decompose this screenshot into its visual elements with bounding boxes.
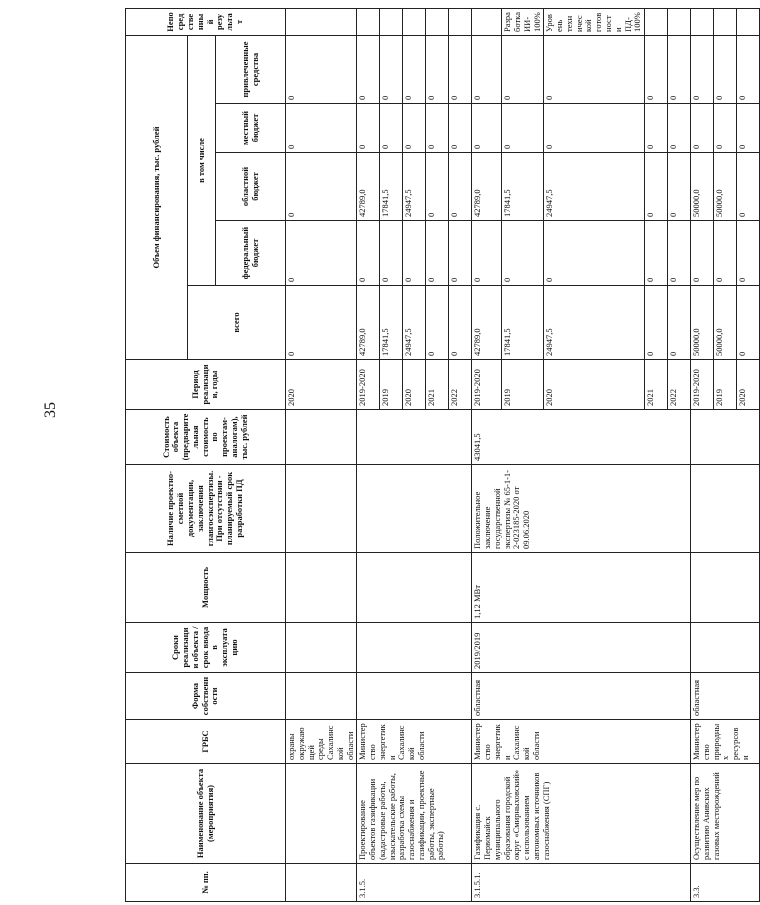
col-federal-header: федеральный бюджет (216, 221, 286, 286)
federal-cell: 0 (544, 221, 645, 286)
total-cell: 0 (426, 286, 449, 360)
year-cell: 2020 (544, 360, 645, 410)
federal-cell: 0 (737, 221, 760, 286)
object-name: Осуществление мер по развитию Анивских газовых месторождений (691, 764, 760, 864)
attracted-cell: 0 (380, 35, 403, 103)
table-row (357, 8, 380, 901)
regional-cell: 0 (449, 153, 472, 221)
total-cell: 24947,5 (403, 286, 426, 360)
page-number: 35 (42, 402, 59, 418)
col-local-header: местный бюджет (216, 104, 286, 153)
local-cell: 0 (380, 104, 403, 153)
federal-cell: 0 (426, 221, 449, 286)
term-cell: 2019/2019 (472, 623, 691, 673)
row-number: 3.1.5.1. (472, 864, 691, 902)
attracted-cell: 0 (645, 35, 668, 103)
rotated-table-area (125, 9, 750, 902)
local-cell: 0 (737, 104, 760, 153)
regional-cell: 0 (426, 153, 449, 221)
year-cell: 2019 (380, 360, 403, 410)
total-cell: 50000,0 (691, 286, 714, 360)
object-name: Газификация с. Первомайск муниципального образования городской округ «Смирныховский» с использованием автономных источников газоснабжения (СПГ) (472, 764, 691, 864)
regional-cell: 24947,5 (403, 153, 426, 221)
federal-cell: 0 (668, 221, 691, 286)
local-cell: 0 (714, 104, 737, 153)
result-cell (645, 8, 668, 35)
year-cell: 2020 (403, 360, 426, 410)
year-cell: 2019-2020 (357, 360, 380, 410)
attracted-cell: 0 (737, 35, 760, 103)
regional-cell: 50000,0 (691, 153, 714, 221)
regional-cell: 0 (645, 153, 668, 221)
grbs-cell: Министерство энергетики Сахалинской области (472, 720, 691, 764)
federal-cell: 0 (691, 221, 714, 286)
regional-cell: 0 (668, 153, 691, 221)
total-cell: 17841,5 (380, 286, 403, 360)
federal-cell: 0 (502, 221, 544, 286)
attracted-cell: 0 (691, 35, 714, 103)
attracted-cell: 0 (403, 35, 426, 103)
federal-cell: 0 (645, 221, 668, 286)
object-name: Проектирование объектов газификации (кадастровые работы, изыскательские работы, разработка схемы газоснабжения и газификации, проектные работы, экспертные работы) (357, 764, 472, 864)
col-attracted-header: привлеченные средства (216, 35, 286, 103)
col-total-header: всего (188, 286, 286, 360)
attracted-cell: 0 (502, 35, 544, 103)
regional-cell: 17841,5 (380, 153, 403, 221)
federal-cell: 0 (449, 221, 472, 286)
attracted-cell: 0 (714, 35, 737, 103)
year-cell: 2022 (668, 360, 691, 410)
federal-cell: 0 (403, 221, 426, 286)
year-cell: 2022 (449, 360, 472, 410)
year-cell: 2019 (502, 360, 544, 410)
result-cell: Разработка ИИ- 100% (502, 8, 544, 35)
result-cell: Уровень технической готовности ПД- 100% (544, 8, 645, 35)
attracted-cell: 0 (286, 35, 357, 103)
local-cell: 0 (403, 104, 426, 153)
local-cell: 0 (502, 104, 544, 153)
regional-cell: 17841,5 (502, 153, 544, 221)
year-cell: 2019-2020 (691, 360, 714, 410)
psd-cell: Положительное заключение государственной экспертизы № 65-1-1-2-023185-2020 от 09.06.2020 (472, 465, 691, 553)
col-ownership-header: Форма собственности (126, 673, 286, 720)
col-grbs-header: ГРБС (126, 720, 286, 764)
col-period-header: Период реализации, годы (126, 360, 286, 410)
col-result-header: Непосредственный результат (126, 8, 286, 35)
regional-cell: 50000,0 (714, 153, 737, 221)
col-incl-header: в том числе (188, 35, 216, 285)
cost-cell: 43041,5 (472, 410, 691, 465)
total-cell: 0 (449, 286, 472, 360)
local-cell: 0 (472, 104, 502, 153)
result-cell (668, 8, 691, 35)
header-row (126, 8, 188, 901)
table-row (286, 8, 357, 901)
result-cell (472, 8, 502, 35)
federal-cell: 0 (380, 221, 403, 286)
regional-cell: 42789,0 (357, 153, 380, 221)
ownership-cell: областная (472, 673, 691, 720)
table-row (691, 8, 714, 901)
attracted-cell: 0 (472, 35, 502, 103)
local-cell: 0 (357, 104, 380, 153)
federal-cell: 0 (286, 221, 357, 286)
attracted-cell: 0 (544, 35, 645, 103)
year-cell: 2019-2020 (472, 360, 502, 410)
local-cell: 0 (544, 104, 645, 153)
total-cell: 0 (668, 286, 691, 360)
col-name-header: Наименование объекта (мероприятия) (126, 764, 286, 864)
regional-cell: 0 (737, 153, 760, 221)
attracted-cell: 0 (357, 35, 380, 103)
capacity-cell: 1,12 МВт (472, 553, 691, 623)
grbs-cell: Министерство энергетики Сахалинской области (357, 720, 472, 764)
regional-cell: 42789,0 (472, 153, 502, 221)
local-cell: 0 (426, 104, 449, 153)
attracted-cell: 0 (449, 35, 472, 103)
col-psd-header: Наличие проектно-сметной документации, заключения главгосэкспертизы. При отсутствии - планируемый срок разработки ПД (126, 465, 286, 553)
federal-cell: 0 (357, 221, 380, 286)
year-cell: 2021 (645, 360, 668, 410)
financing-table (125, 8, 760, 902)
col-regional-header: областной бюджет (216, 153, 286, 221)
grbs-cell: охраны окружающей среды Сахалинской области (286, 720, 357, 764)
regional-cell: 0 (286, 153, 357, 221)
local-cell: 0 (668, 104, 691, 153)
local-cell: 0 (691, 104, 714, 153)
col-term-header: Сроки реализации объекта / срок ввода в эксплуатацию (126, 623, 286, 673)
year-cell: 2020 (737, 360, 760, 410)
row-number: 3.3. (691, 864, 760, 902)
total-cell: 0 (286, 286, 357, 360)
year-cell: 2020 (286, 360, 357, 410)
year-cell: 2019 (714, 360, 737, 410)
grbs-cell: Министерство природных ресурсов и (691, 720, 760, 764)
total-cell: 0 (645, 286, 668, 360)
total-cell: 42789,0 (472, 286, 502, 360)
total-cell: 50000,0 (714, 286, 737, 360)
ownership-cell: областная (691, 673, 760, 720)
federal-cell: 0 (714, 221, 737, 286)
local-cell: 0 (645, 104, 668, 153)
col-funding-header: Объем финансирования, тыс. рублей (126, 35, 188, 359)
table-row (472, 8, 502, 901)
year-cell: 2021 (426, 360, 449, 410)
total-cell: 17841,5 (502, 286, 544, 360)
col-capacity-header: Мощность (126, 553, 286, 623)
col-cost-header: Стоимость объекта (предварительная стоимость по проектам-аналогам), тыс. рублей (126, 410, 286, 465)
attracted-cell: 0 (668, 35, 691, 103)
col-num-header: № пп. (126, 864, 286, 902)
regional-cell: 24947,5 (544, 153, 645, 221)
federal-cell: 0 (472, 221, 502, 286)
local-cell: 0 (449, 104, 472, 153)
local-cell: 0 (286, 104, 357, 153)
attracted-cell: 0 (426, 35, 449, 103)
total-cell: 0 (737, 286, 760, 360)
total-cell: 42789,0 (357, 286, 380, 360)
row-number: 3.1.5. (357, 864, 472, 902)
total-cell: 24947,5 (544, 286, 645, 360)
